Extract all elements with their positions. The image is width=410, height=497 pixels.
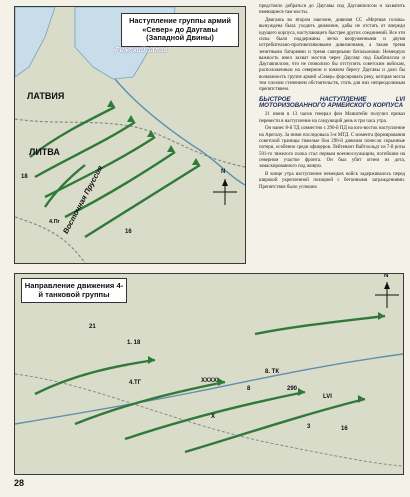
label-gulf: Рижский залив (115, 47, 168, 54)
bottom-map-title: Направление движения 4-й танковой группы (21, 278, 127, 303)
top-map-title: Наступление группы армий «Север» до Даугавы (Западной Двины) (121, 13, 239, 47)
label-latvia: ЛАТВИЯ (27, 91, 65, 101)
label-8: 8 (247, 386, 251, 392)
daugava-river (115, 79, 245, 185)
paragraph-4: Он нанес 8-й ТД совместно с 290-й ПД на юго-восток наступление на Арегалу. За ними последовала 3-я МТД. С момента формирования советской границы тяжелые бои 290-й дивизии понесли серьезные потери, особенно среди офицеров. Лейтенант Вайтхольдт из 7-й роты 501-го тяжелого полка стал первым военнослужащим, погибшим на северном участке фронта. Он был убит огнем из дота, замаскированного под живую. (259, 126, 405, 170)
baltic-sea (15, 7, 55, 77)
compass-icon (213, 179, 237, 205)
bottom-map (14, 273, 404, 475)
arrow-heads-bottom (148, 312, 385, 403)
label-4tg: 4.ТГ (129, 380, 142, 386)
label-16: 16 (125, 229, 132, 235)
paragraph-2: Двигаясь во втором эшелоне, дивизия СС «Мертвая голова» вынуждена была уходить движение, дабы не отстать от впереди идущего корпуса, наступающего быстрее других соединений. Все эти силы были поддержаны легко вооруженными и двумя истребительно-противотанковыми дивизионами, а также тремя зенитными батареями и тремя саперными батальонами. Немецкую важность имел захват мостов через Даугаву под Екабпилсом и Даугавпилсом, что не позволило бы отступить советским войскам, расположенным на северном и южном берегу Даугавы и дало бы возможность группе армий «Север» форсировать реку, которая могла тем плохим стечением обстоятельств, стать для них непреодолимым препятствием. (259, 18, 405, 93)
compass-label-bottom: N (384, 273, 389, 279)
bottom-map-graphic (15, 274, 403, 474)
label-18: 18 (21, 174, 28, 180)
paragraph-3: 21 июня в 13 часов генерал фон Манштейн получил приказ перевести в наступление на следующий день в три часа утра. (259, 112, 405, 124)
label-lithuania: ЛИТВА (29, 147, 60, 157)
label-8tk: 8. ТК (265, 369, 279, 375)
section-heading: БЫСТРОЕ НАСТУПЛЕНИЕ LVI МОТОРИЗОВАННОГО АРМЕЙСКОГО КОРПУСА (259, 95, 405, 110)
label-1-18: 1. 18 (127, 340, 141, 346)
label-290: 290 (287, 386, 298, 392)
border-line (15, 374, 403, 466)
arrow-heads (107, 100, 200, 165)
label-xxxxi: XXXXI (201, 378, 219, 384)
article-column (259, 4, 405, 266)
label-4pg: 4.Пг (49, 219, 60, 225)
paragraph-5: В конце утра наступление немецких войск задерживалось перед широкой укрепленной позицией с бетонными заграждениями. Препятствие было успешно (259, 171, 405, 190)
paragraph-1: предстояло добраться до Даугавы под Даугавпилсом и захватить имеющиеся там мосты. (259, 4, 405, 16)
page-number: 28 (14, 478, 25, 488)
label-3: 3 (307, 424, 311, 430)
label-east-prussia: Восточная Пруссия (61, 164, 105, 236)
advance-arrows-bottom (35, 316, 385, 452)
top-map (14, 6, 246, 264)
compass-label: N (221, 169, 226, 175)
label-16b: 16 (341, 426, 348, 432)
label-x: X (211, 414, 216, 420)
advance-arrows (30, 107, 200, 237)
label-21: 21 (89, 324, 96, 330)
label-lvi: LVI (323, 394, 332, 400)
compass-icon-bottom (375, 282, 399, 308)
